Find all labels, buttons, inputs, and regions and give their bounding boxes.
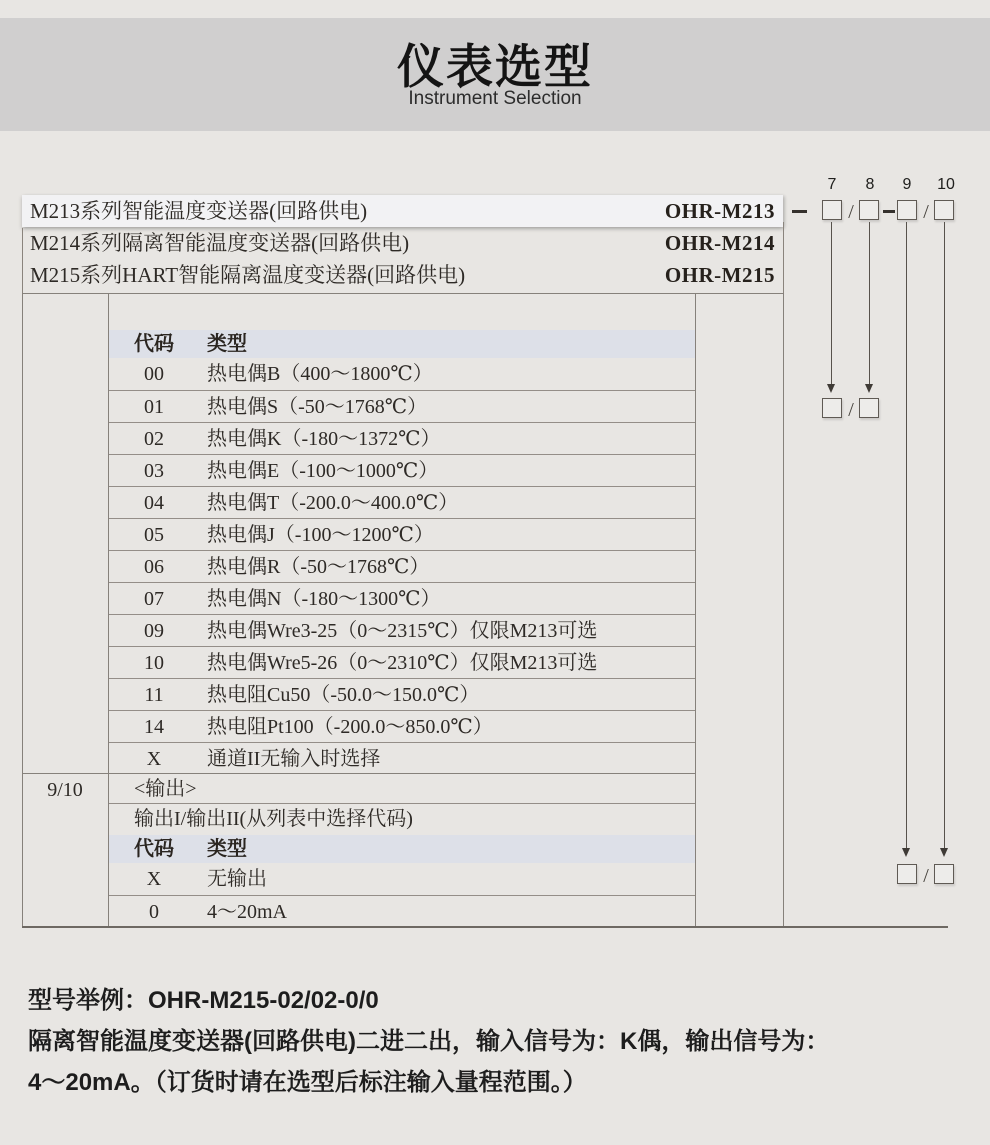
table-right-border bbox=[783, 293, 784, 926]
leader-line-7 bbox=[831, 222, 832, 385]
table-row bbox=[109, 678, 695, 710]
output-subtitle: <输出> bbox=[109, 774, 695, 804]
product-row-m213 bbox=[22, 195, 783, 227]
product-model: OHR-M213 bbox=[664, 199, 775, 223]
output-note: 输出I/输出II(从列表中选择代码) bbox=[134, 808, 413, 830]
slash-separator: / bbox=[848, 399, 854, 421]
page-title: 仪表选型 bbox=[397, 40, 593, 93]
row-code: 01 bbox=[144, 396, 164, 418]
row-type: 热电偶E（-100～1000℃） bbox=[207, 460, 439, 482]
product-right-border bbox=[783, 222, 784, 293]
product-left-border bbox=[22, 228, 23, 293]
product-name: M214系列隔离智能温度变送器(回路供电) bbox=[30, 231, 410, 255]
row-code: 02 bbox=[144, 428, 164, 450]
row-type: 无输出 bbox=[207, 868, 267, 890]
output-code-box-9 bbox=[897, 864, 917, 884]
product-name: M215系列HART智能隔离温度变送器(回路供电) bbox=[30, 263, 466, 287]
header-code: 代码 bbox=[134, 838, 174, 860]
table-row bbox=[109, 646, 695, 678]
output-code-box-10 bbox=[934, 864, 954, 884]
dash-separator bbox=[792, 210, 807, 213]
code-box-8 bbox=[859, 200, 879, 220]
dash-separator bbox=[883, 210, 895, 213]
table-row bbox=[109, 582, 695, 614]
row-code: 00 bbox=[144, 363, 164, 385]
table-row bbox=[109, 710, 695, 742]
slash-separator: / bbox=[923, 201, 929, 223]
page-subtitle: Instrument Selection bbox=[408, 88, 582, 109]
row-code: 05 bbox=[144, 524, 164, 546]
row-code: X bbox=[146, 748, 162, 770]
example-description-line: 隔离智能温度变送器(回路供电)二进二出，输入信号为：K偶，输出信号为： bbox=[28, 1028, 830, 1055]
code-table bbox=[109, 293, 695, 927]
row-type: 热电阻Pt100（-200.0～850.0℃） bbox=[207, 716, 493, 738]
row-code: 04 bbox=[144, 492, 164, 514]
row-type: 热电偶K（-180～1372℃） bbox=[207, 428, 441, 450]
header-code: 代码 bbox=[134, 333, 174, 355]
code-table-right-divider bbox=[695, 293, 696, 926]
leader-line-10 bbox=[944, 222, 945, 849]
leader-line-8 bbox=[869, 222, 870, 385]
row-type: 通道II无输入时选择 bbox=[207, 748, 381, 770]
row-type: 热电偶R（-50～1768℃） bbox=[207, 556, 430, 578]
input-code-box-7 bbox=[822, 398, 842, 418]
row-code: 14 bbox=[144, 716, 164, 738]
slash-separator: / bbox=[848, 201, 854, 223]
leader-line-9 bbox=[906, 222, 907, 849]
arrow-down-icon bbox=[940, 848, 948, 857]
row-code: X bbox=[146, 868, 162, 890]
row-type: 4～20mA bbox=[207, 901, 287, 923]
code-box-7 bbox=[822, 200, 842, 220]
table-row bbox=[109, 390, 695, 422]
table-row bbox=[109, 358, 695, 390]
output-rows bbox=[109, 863, 695, 927]
product-model: OHR-M215 bbox=[664, 263, 775, 287]
position-number-9: 9 bbox=[902, 176, 912, 193]
product-list bbox=[22, 195, 783, 291]
row-code: 10 bbox=[144, 652, 164, 674]
arrow-down-icon bbox=[865, 384, 873, 393]
output-table-header bbox=[109, 835, 695, 863]
code-box-10 bbox=[934, 200, 954, 220]
input-section-spacer bbox=[109, 293, 695, 330]
table-left-border bbox=[22, 293, 23, 926]
position-number-10: 10 bbox=[937, 176, 955, 193]
input-rows bbox=[109, 358, 695, 774]
product-name: M213系列智能温度变送器(回路供电) bbox=[30, 199, 368, 223]
row-type: 热电偶J（-100～1200℃） bbox=[207, 524, 434, 546]
input-code-box-8 bbox=[859, 398, 879, 418]
slash-separator: / bbox=[923, 865, 929, 887]
output-row-label: 9/10 bbox=[47, 779, 83, 801]
table-row bbox=[109, 454, 695, 486]
row-code: 0 bbox=[149, 901, 159, 923]
table-row bbox=[109, 742, 695, 774]
example-note-line: 4～20mA。（订货时请在选型后标注输入量程范围。） bbox=[28, 1069, 587, 1096]
row-type: 热电偶S（-50～1768℃） bbox=[207, 396, 428, 418]
arrow-down-icon bbox=[902, 848, 910, 857]
code-box-9 bbox=[897, 200, 917, 220]
row-type: 热电偶N（-180～1300℃） bbox=[207, 588, 441, 610]
table-row bbox=[109, 518, 695, 550]
row-type: 热电偶Wre3-25（0～2315℃）仅限M213可选 bbox=[207, 620, 598, 642]
position-number-8: 8 bbox=[865, 176, 875, 193]
table-row bbox=[109, 486, 695, 518]
row-code: 06 bbox=[144, 556, 164, 578]
product-model: OHR-M214 bbox=[664, 231, 775, 255]
product-row-m214 bbox=[22, 227, 783, 259]
header-type: 类型 bbox=[207, 838, 247, 860]
row-code: 07 bbox=[144, 588, 164, 610]
row-code: 03 bbox=[144, 460, 164, 482]
header-type: 类型 bbox=[207, 333, 247, 355]
row-type: 热电偶T（-200.0～400.0℃） bbox=[207, 492, 459, 514]
arrow-down-icon bbox=[827, 384, 835, 393]
table-row bbox=[109, 550, 695, 582]
row-type: 热电偶B（400～1800℃） bbox=[207, 363, 433, 385]
position-number-7: 7 bbox=[827, 176, 837, 193]
example-model-line: 型号举例：OHR-M215-02/02-0/0 bbox=[28, 987, 379, 1014]
input-table-header bbox=[109, 330, 695, 358]
table-row bbox=[109, 422, 695, 454]
table-row bbox=[109, 895, 695, 927]
table-row bbox=[109, 614, 695, 646]
row-code: 11 bbox=[144, 684, 164, 706]
table-row bbox=[109, 863, 695, 895]
row-type: 热电阻Cu50（-50.0～150.0℃） bbox=[207, 684, 480, 706]
row-code: 09 bbox=[144, 620, 164, 642]
row-type: 热电偶Wre5-26（0～2310℃）仅限M213可选 bbox=[207, 652, 598, 674]
product-row-m215 bbox=[22, 259, 783, 291]
